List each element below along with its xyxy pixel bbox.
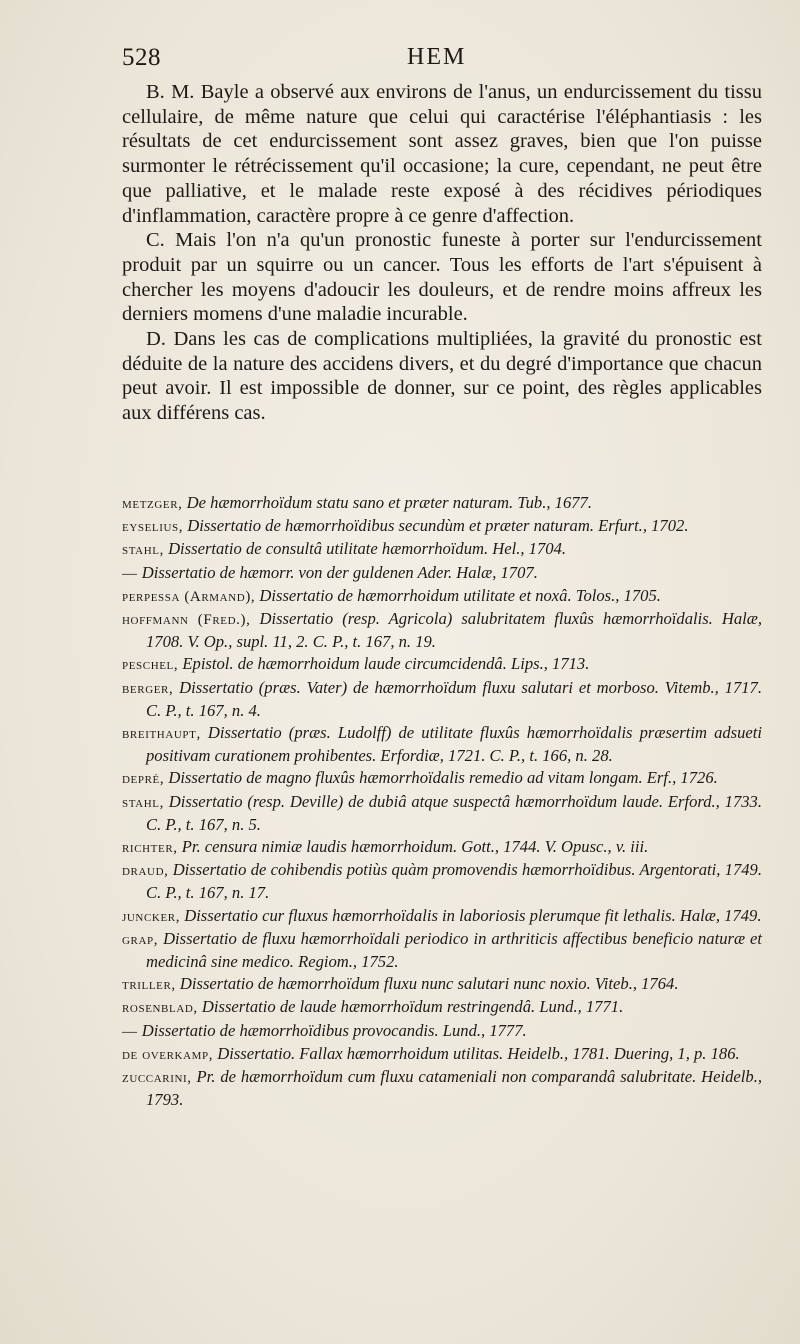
reference-text: Dissertatio de cohibendis potiùs quàm promovendis hæmorrhoïdibus. Argentorati, 1749. C. P., t. 167, n. 17.	[146, 860, 762, 903]
reference-text: Dissertatio de hæmorrhoïdibus provocandis. Lund., 1777.	[137, 1020, 527, 1040]
reference-text: Dissertatio de laude hæmorrhoïdum restringendâ. Lund., 1771.	[197, 997, 624, 1017]
reference-text: Pr. censura nimiæ laudis hæmorrhoidum. Gott., 1744. V. Opusc., v. iii.	[177, 837, 649, 857]
reference-author: depré,	[122, 771, 165, 788]
paragraph-b: B. M. Bayle a observé aux environs de l'anus, un endurcissement du tissu cellulaire, de même nature que celui qui caractérise l'éléphantiasis : les résultats de cet endurcissement sont assez graves, bien que l'on puisse surmonter le rétrécissement qu'il occasione; la cure, cependant, ne peut être que palliative, et le malade reste exposé à des récidives périodiques d'inflammation, caractère propre à ce genre d'affection.	[122, 81, 762, 227]
reference-author: triller,	[122, 977, 176, 994]
reference-author: rosenblad,	[122, 1000, 198, 1017]
reference-text: Dissertatio de hæmorrhoidum utilitate et noxâ. Tolos., 1705.	[255, 585, 661, 605]
reference-author: richter,	[122, 840, 178, 857]
reference-entry	[122, 791, 762, 836]
reference-author: stahl,	[122, 794, 164, 811]
reference-author: draud,	[122, 863, 169, 880]
bibliography	[122, 492, 762, 1111]
reference-author: metzger,	[122, 496, 183, 512]
page-number: 528	[122, 44, 161, 71]
reference-author: stahl,	[122, 542, 164, 559]
reference-author: perpessa (Armand),	[122, 588, 256, 605]
reference-author: zuccarini,	[122, 1070, 192, 1087]
reference-entry	[122, 653, 762, 676]
reference-author: breithaupt,	[122, 726, 201, 743]
reference-text: Dissertatio (præs. Vater) de hæmorrhoïdum fluxu salutari et morboso. Vitemb., 1717. C. P., t. 167, n. 4.	[146, 677, 762, 720]
reference-author: peschel,	[122, 657, 179, 674]
reference-entry	[122, 677, 762, 722]
reference-entry	[122, 562, 762, 585]
reference-text: Dissertatio. Fallax hæmorrhoidum utilitas. Heidelb., 1781. Duering, 1, p. 186.	[213, 1043, 740, 1063]
reference-entry	[122, 492, 762, 515]
reference-author: juncker,	[122, 908, 181, 925]
reference-author: —	[122, 1023, 138, 1040]
reference-entry	[122, 722, 762, 767]
reference-entry	[122, 836, 762, 859]
reference-text: Pr. de hæmorrhoïdum cum fluxu catameniali non comparandâ salubritate. Heidelb., 1793.	[146, 1067, 762, 1110]
reference-entry	[122, 928, 762, 973]
reference-text: Dissertatio de fluxu hæmorrhoïdali periodico in arthriticis affectibus beneficio naturæ et medicinâ sine medico. Regiom., 1752.	[146, 928, 762, 972]
reference-text: Dissertatio (resp. Deville) de dubiâ atque suspectâ hæmorrhoïdum laude. Erford., 1733. C. P., t. 167, n. 5.	[146, 791, 762, 834]
reference-entry	[122, 859, 762, 904]
reference-entry	[122, 585, 762, 608]
reference-entry	[122, 767, 762, 790]
paragraph-d: D. Dans les cas de complications multipliées, la gravité du pronostic est déduite de la nature des accidens divers, et du degré d'importance que chacun peut avoir. Il est impossible de donner, sur ce point, des règles applicables aux différens cas.	[122, 328, 762, 425]
reference-text: Dissertatio de consultâ utilitate hæmorrhoïdum. Hel., 1704.	[163, 539, 567, 559]
reference-entry	[122, 973, 762, 996]
paragraph-c: C. Mais l'on n'a qu'un pronostic funeste à porter sur l'endurcissement produit par un squirre ou un cancer. Tous les efforts de l'art s'épuisent à chercher les moyens d'adoucir les douleurs, et de rendre moins affreux les derniers momens d'une maladie incurable.	[122, 229, 762, 326]
reference-text: Epistol. de hæmorrhoidum laude circumcidendâ. Lips., 1713.	[178, 654, 590, 674]
reference-entry	[122, 538, 762, 561]
reference-text: Dissertatio de hæmorrhoïdum fluxu nunc salutari nunc noxio. Viteb., 1764.	[175, 974, 679, 994]
reference-text: Dissertatio cur fluxus hæmorrhoïdalis in laboriosis plerumque fit lethalis. Halæ, 1749.	[180, 905, 762, 925]
reference-entry	[122, 1066, 762, 1111]
reference-text: De hæmorrhoïdum statu sano et præter naturam. Tub., 1677.	[182, 493, 593, 512]
reference-text: Dissertatio (præs. Ludolff) de utilitate fluxûs hæmorrhoïdalis præsertim adsueti positivam curationem prohibentes. Erfordiæ, 1721. C. P., t. 166, n. 28.	[146, 723, 762, 766]
reference-text: Dissertatio (resp. Agricola) salubritatem fluxûs hæmorrhoïdalis. Halæ, 1708. V. Op., supl. 11, 2. C. P., t. 167, n. 19.	[146, 609, 762, 652]
reference-text: Dissertatio de hæmorrhoïdibus secundùm et præter naturam. Erfurt., 1702.	[183, 516, 689, 536]
reference-author: hoffmann (Fred.),	[122, 612, 251, 629]
reference-author: —	[122, 565, 138, 582]
reference-entry	[122, 515, 762, 538]
reference-entry	[122, 608, 762, 653]
reference-author: eyselius,	[122, 519, 184, 536]
reference-text: Dissertatio de hæmorr. von der guldenen Ader. Halæ, 1707.	[137, 562, 538, 582]
reference-author: grap,	[122, 931, 159, 948]
body-text	[122, 80, 762, 426]
reference-author: berger,	[122, 680, 174, 697]
running-head: HEM	[407, 44, 467, 70]
reference-entry	[122, 1020, 762, 1043]
reference-entry	[122, 905, 762, 928]
reference-author: de overkamp,	[122, 1046, 214, 1063]
page-header	[122, 44, 760, 76]
reference-entry	[122, 1043, 762, 1066]
reference-entry	[122, 996, 762, 1019]
reference-text: Dissertatio de magno fluxûs hæmorrhoïdalis remedio ad vitam longam. Erf., 1726.	[164, 768, 718, 788]
